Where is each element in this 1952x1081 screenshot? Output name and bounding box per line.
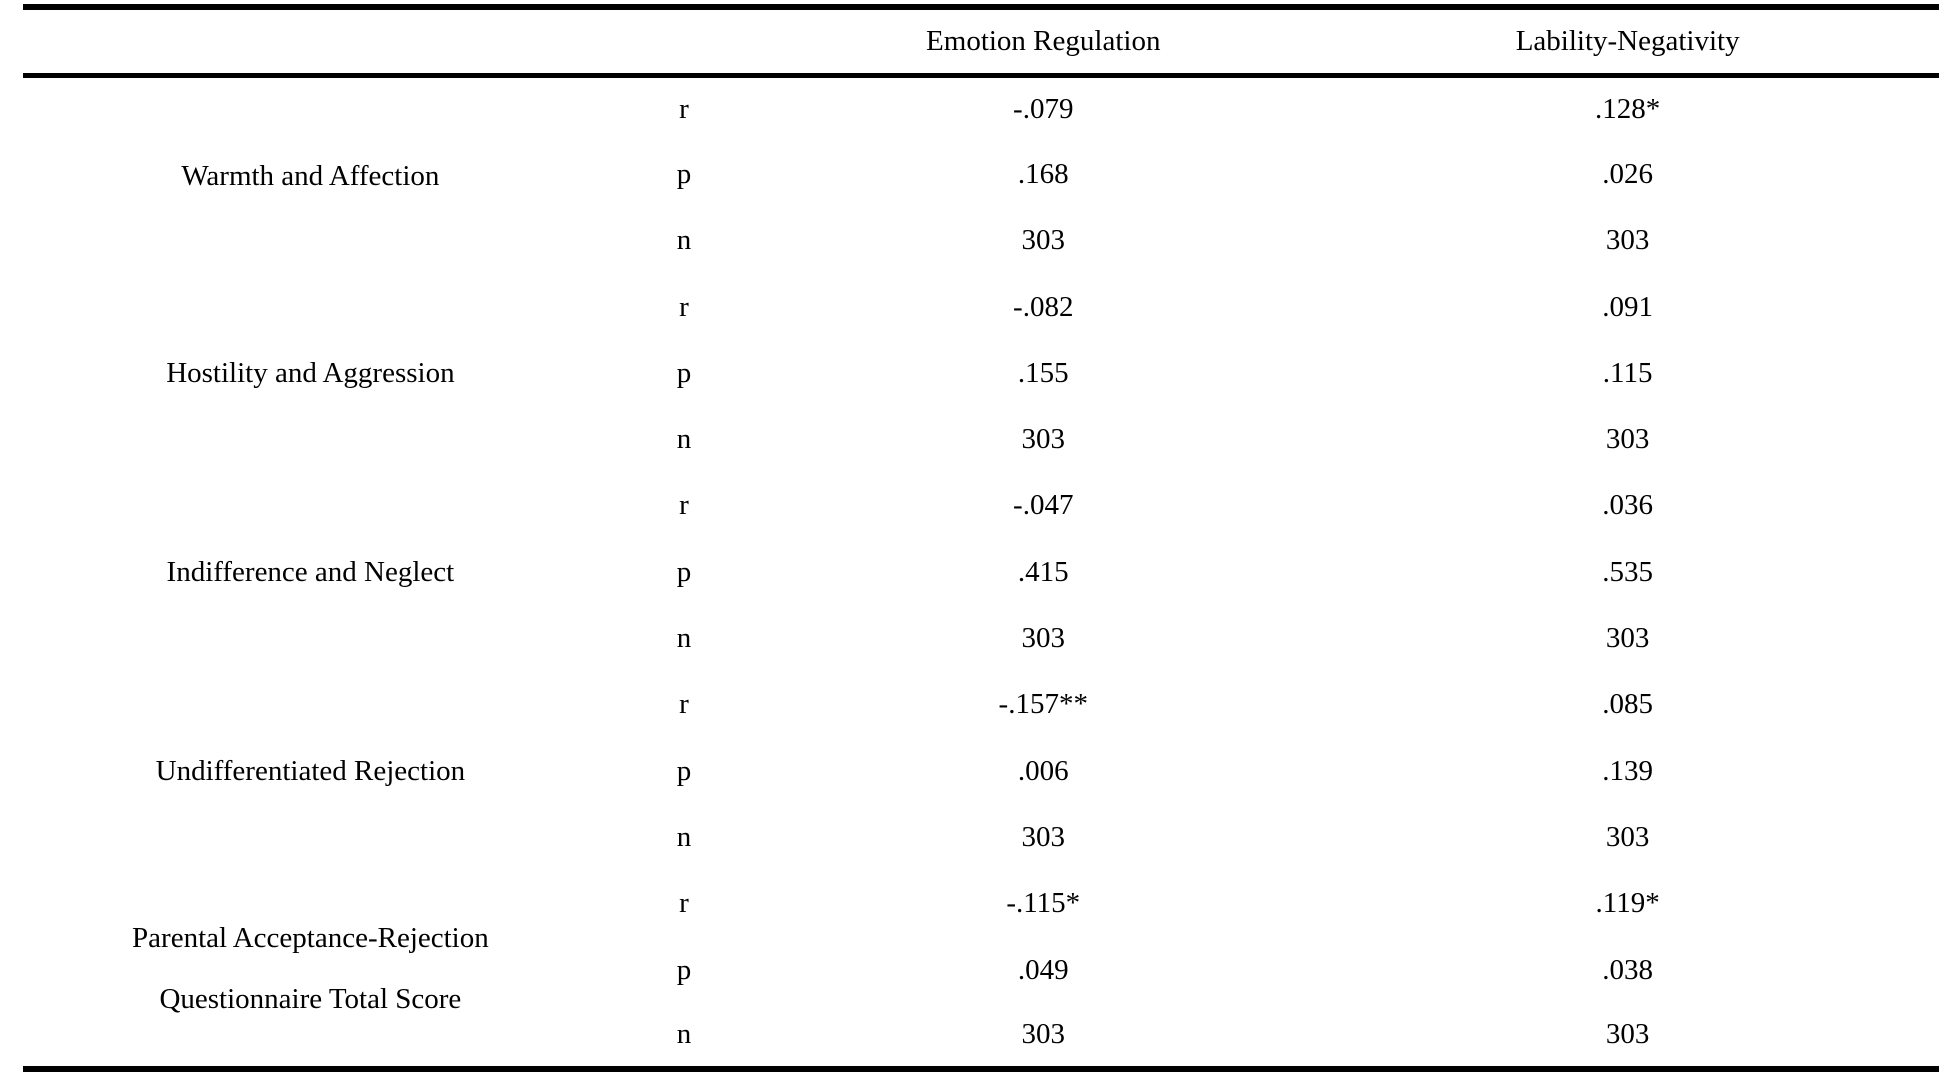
value-lability-negativity: 303: [1605, 1018, 1650, 1051]
stat-label: p: [676, 356, 692, 389]
stat-label: n: [676, 622, 692, 655]
table-row: [23, 75, 1939, 141]
value-lability-negativity: .038: [1602, 953, 1654, 986]
table-row: [23, 672, 1939, 738]
table-row: [23, 473, 1939, 539]
value-emotion-regulation: -.082: [1013, 290, 1074, 323]
value-emotion-regulation: 303: [1021, 622, 1065, 655]
group-label-undifferentiated-rejection: [23, 672, 598, 871]
value-emotion-regulation: 303: [1021, 1018, 1065, 1051]
stat-label: r: [679, 489, 689, 522]
table-header-row: [23, 7, 1939, 75]
stat-label: r: [679, 688, 689, 721]
stat-label: p: [676, 953, 692, 986]
value-lability-negativity: .036: [1602, 489, 1654, 522]
value-emotion-regulation: 303: [1021, 224, 1065, 257]
value-emotion-regulation: 303: [1021, 423, 1065, 456]
value-lability-negativity: .128*: [1595, 92, 1661, 125]
correlation-table-container: [23, 4, 1939, 1072]
value-emotion-regulation: -.157**: [998, 688, 1088, 721]
value-emotion-regulation: .049: [1017, 953, 1069, 986]
stat-label: p: [676, 555, 692, 588]
group-label-indifference-and-neglect: [23, 473, 598, 672]
value-lability-negativity: .026: [1602, 157, 1654, 190]
value-lability-negativity: 303: [1605, 622, 1650, 655]
table-row: [23, 871, 1939, 937]
value-emotion-regulation: 303: [1021, 820, 1065, 853]
stat-label: r: [679, 92, 689, 125]
group-label-text: Undifferentiated Rejection: [155, 755, 466, 788]
value-lability-negativity: .535: [1602, 555, 1654, 588]
value-emotion-regulation: .006: [1017, 754, 1069, 787]
value-lability-negativity: .139: [1602, 754, 1654, 787]
group-label-warmth-and-affection: [23, 75, 598, 274]
group-label-hostility-and-aggression: [23, 274, 598, 473]
value-emotion-regulation: -.047: [1013, 489, 1074, 522]
value-lability-negativity: 303: [1605, 423, 1650, 456]
group-label-text: Parental Acceptance-Rejection Questionnaire Total Score: [132, 922, 489, 1015]
value-emotion-regulation: .168: [1017, 157, 1069, 190]
group-label-text: Hostility and Aggression: [166, 357, 455, 390]
group-label-text: Indifference and Neglect: [166, 556, 455, 589]
header-stat-spacer: [598, 7, 770, 75]
stat-label: n: [676, 423, 692, 456]
group-label-parq-total-score: [23, 871, 598, 1070]
value-emotion-regulation: .415: [1017, 555, 1069, 588]
stat-label: r: [679, 887, 689, 920]
table-row: [23, 274, 1939, 340]
value-emotion-regulation: -.115*: [1006, 887, 1081, 920]
header-lability-negativity: Lability-Negativity: [1515, 24, 1740, 57]
group-label-text: Warmth and Affection: [181, 159, 440, 192]
value-emotion-regulation: -.079: [1013, 92, 1074, 125]
stat-label: n: [676, 224, 692, 257]
stat-label: r: [679, 290, 689, 323]
value-lability-negativity: .115: [1602, 356, 1653, 389]
stat-label: p: [676, 754, 692, 787]
correlation-table: [23, 4, 1939, 1072]
value-emotion-regulation: .155: [1017, 356, 1069, 389]
value-lability-negativity: 303: [1605, 224, 1650, 257]
stat-label: p: [676, 157, 692, 190]
header-row-label-spacer: [23, 7, 598, 75]
stat-label: n: [676, 1018, 692, 1051]
value-lability-negativity: .091: [1602, 290, 1654, 323]
stat-label: n: [676, 820, 692, 853]
value-lability-negativity: .119*: [1595, 887, 1660, 920]
value-lability-negativity: 303: [1605, 820, 1650, 853]
header-emotion-regulation: Emotion Regulation: [926, 24, 1161, 57]
value-lability-negativity: .085: [1602, 688, 1654, 721]
